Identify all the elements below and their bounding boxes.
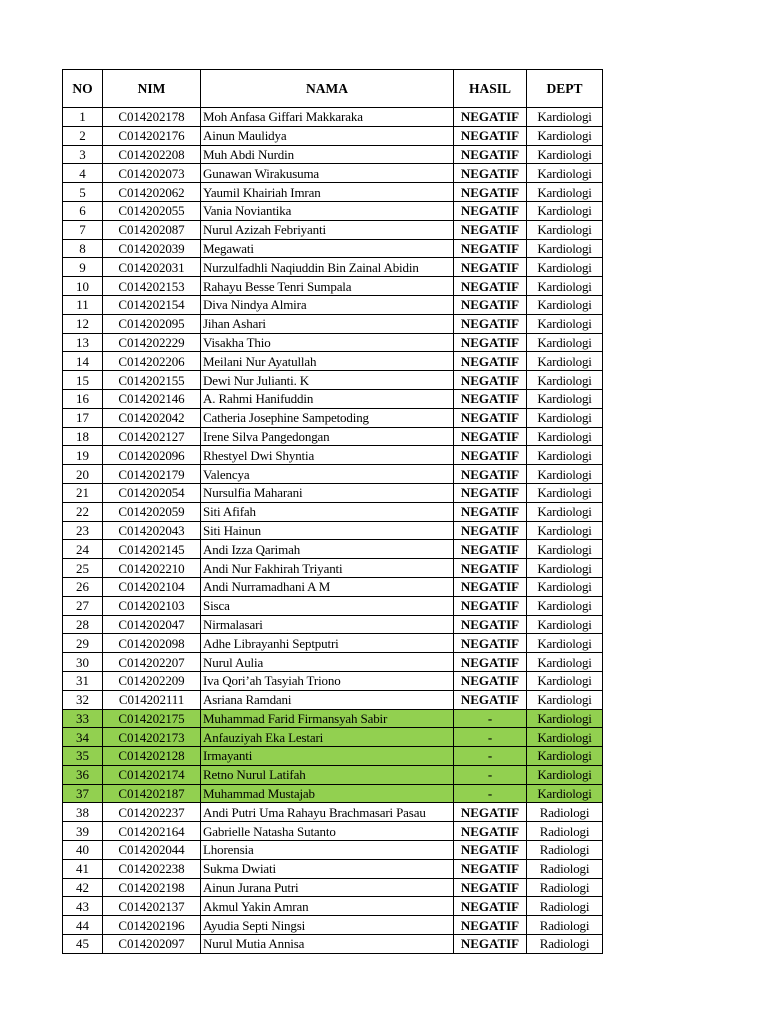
cell-dept: Radiologi bbox=[527, 897, 603, 916]
cell-nama: Ayudia Septi Ningsi bbox=[201, 916, 454, 935]
cell-dept: Kardiologi bbox=[527, 634, 603, 653]
cell-no: 5 bbox=[63, 183, 103, 202]
cell-nim: C014202145 bbox=[103, 540, 201, 559]
cell-nim: C014202137 bbox=[103, 897, 201, 916]
cell-nim: C014202047 bbox=[103, 615, 201, 634]
cell-no: 32 bbox=[63, 690, 103, 709]
table-row bbox=[63, 371, 603, 390]
cell-dept: Kardiologi bbox=[527, 502, 603, 521]
cell-no: 39 bbox=[63, 822, 103, 841]
table-row bbox=[63, 502, 603, 521]
header-row bbox=[63, 70, 603, 108]
table-row bbox=[63, 352, 603, 371]
cell-dept: Kardiologi bbox=[527, 540, 603, 559]
cell-nama: Nurul Mutia Annisa bbox=[201, 935, 454, 954]
cell-dept: Kardiologi bbox=[527, 183, 603, 202]
cell-no: 27 bbox=[63, 596, 103, 615]
cell-hasil: NEGATIF bbox=[454, 183, 527, 202]
cell-dept: Kardiologi bbox=[527, 389, 603, 408]
cell-hasil: NEGATIF bbox=[454, 446, 527, 465]
cell-nim: C014202087 bbox=[103, 220, 201, 239]
cell-hasil: NEGATIF bbox=[454, 239, 527, 258]
cell-hasil: NEGATIF bbox=[454, 803, 527, 822]
cell-hasil: NEGATIF bbox=[454, 220, 527, 239]
cell-no: 3 bbox=[63, 145, 103, 164]
header-nama: NAMA bbox=[201, 70, 454, 108]
data-table bbox=[62, 69, 603, 954]
cell-dept: Kardiologi bbox=[527, 408, 603, 427]
cell-nama: Meilani Nur Ayatullah bbox=[201, 352, 454, 371]
cell-hasil: - bbox=[454, 784, 527, 803]
table-row bbox=[63, 446, 603, 465]
table-row bbox=[63, 389, 603, 408]
cell-nim: C014202153 bbox=[103, 277, 201, 296]
cell-dept: Kardiologi bbox=[527, 690, 603, 709]
cell-dept: Kardiologi bbox=[527, 220, 603, 239]
cell-no: 19 bbox=[63, 446, 103, 465]
table-row bbox=[63, 540, 603, 559]
table-body bbox=[63, 108, 603, 954]
table-row bbox=[63, 577, 603, 596]
cell-nim: C014202128 bbox=[103, 747, 201, 766]
cell-nama: Nurzulfadhli Naqiuddin Bin Zainal Abidin bbox=[201, 258, 454, 277]
cell-no: 30 bbox=[63, 653, 103, 672]
cell-dept: Kardiologi bbox=[527, 728, 603, 747]
cell-hasil: NEGATIF bbox=[454, 521, 527, 540]
cell-no: 40 bbox=[63, 841, 103, 860]
cell-hasil: NEGATIF bbox=[454, 841, 527, 860]
cell-no: 41 bbox=[63, 859, 103, 878]
cell-no: 28 bbox=[63, 615, 103, 634]
cell-hasil: NEGATIF bbox=[454, 277, 527, 296]
cell-no: 38 bbox=[63, 803, 103, 822]
cell-nim: C014202042 bbox=[103, 408, 201, 427]
cell-nama: Siti Afifah bbox=[201, 502, 454, 521]
cell-no: 26 bbox=[63, 577, 103, 596]
cell-nama: Nurul Azizah Febriyanti bbox=[201, 220, 454, 239]
cell-no: 10 bbox=[63, 277, 103, 296]
cell-nama: Irene Silva Pangedongan bbox=[201, 427, 454, 446]
cell-no: 18 bbox=[63, 427, 103, 446]
cell-no: 21 bbox=[63, 483, 103, 502]
cell-hasil: NEGATIF bbox=[454, 822, 527, 841]
cell-hasil: NEGATIF bbox=[454, 859, 527, 878]
cell-nim: C014202039 bbox=[103, 239, 201, 258]
cell-nama: Nirmalasari bbox=[201, 615, 454, 634]
table-row bbox=[63, 765, 603, 784]
table-row bbox=[63, 671, 603, 690]
table-row bbox=[63, 427, 603, 446]
table-row bbox=[63, 916, 603, 935]
cell-dept: Radiologi bbox=[527, 803, 603, 822]
cell-hasil: NEGATIF bbox=[454, 371, 527, 390]
cell-nim: C014202198 bbox=[103, 878, 201, 897]
table-row bbox=[63, 108, 603, 127]
table-row bbox=[63, 634, 603, 653]
cell-hasil: - bbox=[454, 709, 527, 728]
cell-hasil: NEGATIF bbox=[454, 352, 527, 371]
cell-nama: Iva Qori’ah Tasyiah Triono bbox=[201, 671, 454, 690]
cell-nama: Sisca bbox=[201, 596, 454, 615]
cell-no: 22 bbox=[63, 502, 103, 521]
cell-hasil: NEGATIF bbox=[454, 108, 527, 127]
cell-nim: C014202175 bbox=[103, 709, 201, 728]
cell-nama: Andi Izza Qarimah bbox=[201, 540, 454, 559]
cell-hasil: NEGATIF bbox=[454, 897, 527, 916]
cell-hasil: NEGATIF bbox=[454, 878, 527, 897]
cell-nim: C014202103 bbox=[103, 596, 201, 615]
cell-nim: C014202098 bbox=[103, 634, 201, 653]
cell-nim: C014202187 bbox=[103, 784, 201, 803]
table-row bbox=[63, 709, 603, 728]
cell-nim: C014202054 bbox=[103, 483, 201, 502]
cell-hasil: NEGATIF bbox=[454, 653, 527, 672]
cell-no: 15 bbox=[63, 371, 103, 390]
table-row bbox=[63, 239, 603, 258]
cell-nama: Muhammad Mustajab bbox=[201, 784, 454, 803]
header-dept: DEPT bbox=[527, 70, 603, 108]
cell-nim: C014202174 bbox=[103, 765, 201, 784]
table-row bbox=[63, 314, 603, 333]
cell-dept: Kardiologi bbox=[527, 615, 603, 634]
table-row bbox=[63, 164, 603, 183]
cell-hasil: NEGATIF bbox=[454, 408, 527, 427]
cell-hasil: NEGATIF bbox=[454, 389, 527, 408]
cell-nama: Andi Putri Uma Rahayu Brachmasari Pasau bbox=[201, 803, 454, 822]
table-row bbox=[63, 295, 603, 314]
table-row bbox=[63, 615, 603, 634]
table-row bbox=[63, 803, 603, 822]
cell-dept: Kardiologi bbox=[527, 671, 603, 690]
table-row bbox=[63, 653, 603, 672]
cell-dept: Kardiologi bbox=[527, 596, 603, 615]
cell-hasil: NEGATIF bbox=[454, 634, 527, 653]
table-row bbox=[63, 145, 603, 164]
cell-dept: Radiologi bbox=[527, 878, 603, 897]
cell-dept: Radiologi bbox=[527, 841, 603, 860]
cell-nama: Andi Nurramadhani A M bbox=[201, 577, 454, 596]
cell-nim: C014202127 bbox=[103, 427, 201, 446]
cell-nim: C014202059 bbox=[103, 502, 201, 521]
table-row bbox=[63, 822, 603, 841]
cell-hasil: NEGATIF bbox=[454, 671, 527, 690]
table-row bbox=[63, 596, 603, 615]
cell-dept: Radiologi bbox=[527, 935, 603, 954]
cell-dept: Kardiologi bbox=[527, 483, 603, 502]
cell-nama: A. Rahmi Hanifuddin bbox=[201, 389, 454, 408]
cell-nim: C014202196 bbox=[103, 916, 201, 935]
cell-dept: Radiologi bbox=[527, 822, 603, 841]
cell-nim: C014202096 bbox=[103, 446, 201, 465]
cell-nama: Nurul Aulia bbox=[201, 653, 454, 672]
cell-no: 4 bbox=[63, 164, 103, 183]
header-no: NO bbox=[63, 70, 103, 108]
cell-hasil: NEGATIF bbox=[454, 126, 527, 145]
cell-nim: C014202097 bbox=[103, 935, 201, 954]
cell-nim: C014202155 bbox=[103, 371, 201, 390]
cell-nama: Megawati bbox=[201, 239, 454, 258]
cell-nama: Valencya bbox=[201, 465, 454, 484]
table-row bbox=[63, 408, 603, 427]
cell-nim: C014202073 bbox=[103, 164, 201, 183]
cell-no: 7 bbox=[63, 220, 103, 239]
table-row bbox=[63, 126, 603, 145]
table-row bbox=[63, 465, 603, 484]
cell-hasil: NEGATIF bbox=[454, 295, 527, 314]
cell-nim: C014202095 bbox=[103, 314, 201, 333]
cell-no: 16 bbox=[63, 389, 103, 408]
cell-nim: C014202238 bbox=[103, 859, 201, 878]
table-row bbox=[63, 690, 603, 709]
cell-dept: Kardiologi bbox=[527, 277, 603, 296]
cell-dept: Radiologi bbox=[527, 916, 603, 935]
cell-nama: Adhe Librayanhi Septputri bbox=[201, 634, 454, 653]
cell-dept: Kardiologi bbox=[527, 145, 603, 164]
cell-no: 6 bbox=[63, 201, 103, 220]
cell-nama: Vania Noviantika bbox=[201, 201, 454, 220]
cell-nama: Jihan Ashari bbox=[201, 314, 454, 333]
cell-nim: C014202179 bbox=[103, 465, 201, 484]
cell-hasil: NEGATIF bbox=[454, 559, 527, 578]
table-row bbox=[63, 201, 603, 220]
cell-nama: Rhestyel Dwi Shyntia bbox=[201, 446, 454, 465]
cell-hasil: NEGATIF bbox=[454, 502, 527, 521]
table-row bbox=[63, 258, 603, 277]
cell-dept: Kardiologi bbox=[527, 653, 603, 672]
cell-hasil: - bbox=[454, 765, 527, 784]
cell-dept: Kardiologi bbox=[527, 747, 603, 766]
cell-nama: Muhammad Farid Firmansyah Sabir bbox=[201, 709, 454, 728]
cell-hasil: NEGATIF bbox=[454, 164, 527, 183]
cell-dept: Kardiologi bbox=[527, 784, 603, 803]
cell-dept: Kardiologi bbox=[527, 465, 603, 484]
cell-dept: Kardiologi bbox=[527, 164, 603, 183]
table-row bbox=[63, 559, 603, 578]
cell-nama: Siti Hainun bbox=[201, 521, 454, 540]
cell-no: 23 bbox=[63, 521, 103, 540]
cell-dept: Kardiologi bbox=[527, 765, 603, 784]
table-row bbox=[63, 333, 603, 352]
cell-nama: Gunawan Wirakusuma bbox=[201, 164, 454, 183]
cell-hasil: NEGATIF bbox=[454, 577, 527, 596]
cell-nama: Asriana Ramdani bbox=[201, 690, 454, 709]
cell-hasil: NEGATIF bbox=[454, 145, 527, 164]
cell-dept: Kardiologi bbox=[527, 371, 603, 390]
cell-nim: C014202207 bbox=[103, 653, 201, 672]
cell-no: 17 bbox=[63, 408, 103, 427]
cell-hasil: NEGATIF bbox=[454, 690, 527, 709]
cell-nama: Nursulfia Maharani bbox=[201, 483, 454, 502]
cell-hasil: NEGATIF bbox=[454, 596, 527, 615]
cell-nama: Lhorensia bbox=[201, 841, 454, 860]
cell-nim: C014202237 bbox=[103, 803, 201, 822]
cell-dept: Kardiologi bbox=[527, 559, 603, 578]
cell-nama: Visakha Thio bbox=[201, 333, 454, 352]
cell-no: 29 bbox=[63, 634, 103, 653]
table-row bbox=[63, 728, 603, 747]
cell-nama: Dewi Nur Julianti. K bbox=[201, 371, 454, 390]
cell-no: 8 bbox=[63, 239, 103, 258]
table-row bbox=[63, 183, 603, 202]
cell-nim: C014202178 bbox=[103, 108, 201, 127]
cell-dept: Kardiologi bbox=[527, 201, 603, 220]
cell-no: 43 bbox=[63, 897, 103, 916]
cell-no: 13 bbox=[63, 333, 103, 352]
cell-no: 33 bbox=[63, 709, 103, 728]
cell-nama: Ainun Jurana Putri bbox=[201, 878, 454, 897]
cell-nim: C014202055 bbox=[103, 201, 201, 220]
cell-nama: Retno Nurul Latifah bbox=[201, 765, 454, 784]
cell-no: 20 bbox=[63, 465, 103, 484]
cell-no: 25 bbox=[63, 559, 103, 578]
cell-nim: C014202210 bbox=[103, 559, 201, 578]
cell-nim: C014202208 bbox=[103, 145, 201, 164]
cell-nim: C014202173 bbox=[103, 728, 201, 747]
cell-no: 1 bbox=[63, 108, 103, 127]
table-row bbox=[63, 747, 603, 766]
cell-no: 2 bbox=[63, 126, 103, 145]
table-row bbox=[63, 859, 603, 878]
cell-nim: C014202146 bbox=[103, 389, 201, 408]
cell-hasil: NEGATIF bbox=[454, 201, 527, 220]
cell-hasil: NEGATIF bbox=[454, 916, 527, 935]
cell-no: 44 bbox=[63, 916, 103, 935]
cell-dept: Kardiologi bbox=[527, 577, 603, 596]
cell-nim: C014202111 bbox=[103, 690, 201, 709]
cell-nama: Ainun Maulidya bbox=[201, 126, 454, 145]
table-row bbox=[63, 521, 603, 540]
cell-nim: C014202104 bbox=[103, 577, 201, 596]
cell-no: 11 bbox=[63, 295, 103, 314]
cell-nama: Sukma Dwiati bbox=[201, 859, 454, 878]
header-nim: NIM bbox=[103, 70, 201, 108]
table-row bbox=[63, 878, 603, 897]
cell-nama: Rahayu Besse Tenri Sumpala bbox=[201, 277, 454, 296]
cell-hasil: NEGATIF bbox=[454, 314, 527, 333]
cell-dept: Kardiologi bbox=[527, 333, 603, 352]
header-hasil: HASIL bbox=[454, 70, 527, 108]
cell-nim: C014202154 bbox=[103, 295, 201, 314]
cell-dept: Kardiologi bbox=[527, 314, 603, 333]
cell-dept: Kardiologi bbox=[527, 108, 603, 127]
cell-nama: Moh Anfasa Giffari Makkaraka bbox=[201, 108, 454, 127]
cell-nama: Muh Abdi Nurdin bbox=[201, 145, 454, 164]
cell-no: 45 bbox=[63, 935, 103, 954]
cell-no: 36 bbox=[63, 765, 103, 784]
cell-hasil: - bbox=[454, 747, 527, 766]
cell-dept: Kardiologi bbox=[527, 258, 603, 277]
table-row bbox=[63, 897, 603, 916]
cell-dept: Kardiologi bbox=[527, 295, 603, 314]
cell-dept: Kardiologi bbox=[527, 709, 603, 728]
cell-dept: Kardiologi bbox=[527, 446, 603, 465]
cell-hasil: NEGATIF bbox=[454, 483, 527, 502]
cell-dept: Kardiologi bbox=[527, 521, 603, 540]
cell-nim: C014202164 bbox=[103, 822, 201, 841]
cell-nama: Gabrielle Natasha Sutanto bbox=[201, 822, 454, 841]
cell-no: 24 bbox=[63, 540, 103, 559]
cell-hasil: NEGATIF bbox=[454, 935, 527, 954]
cell-no: 12 bbox=[63, 314, 103, 333]
cell-nama: Diva Nindya Almira bbox=[201, 295, 454, 314]
cell-nama: Anfauziyah Eka Lestari bbox=[201, 728, 454, 747]
table-row bbox=[63, 220, 603, 239]
table-row bbox=[63, 935, 603, 954]
cell-no: 42 bbox=[63, 878, 103, 897]
cell-nama: Yaumil Khairiah Imran bbox=[201, 183, 454, 202]
table-row bbox=[63, 483, 603, 502]
cell-hasil: NEGATIF bbox=[454, 465, 527, 484]
cell-hasil: NEGATIF bbox=[454, 540, 527, 559]
cell-dept: Kardiologi bbox=[527, 126, 603, 145]
table-row bbox=[63, 277, 603, 296]
cell-nim: C014202209 bbox=[103, 671, 201, 690]
cell-hasil: NEGATIF bbox=[454, 615, 527, 634]
table-row bbox=[63, 841, 603, 860]
cell-nim: C014202176 bbox=[103, 126, 201, 145]
cell-nim: C014202229 bbox=[103, 333, 201, 352]
cell-no: 34 bbox=[63, 728, 103, 747]
cell-nim: C014202031 bbox=[103, 258, 201, 277]
cell-dept: Kardiologi bbox=[527, 427, 603, 446]
cell-nim: C014202206 bbox=[103, 352, 201, 371]
cell-hasil: NEGATIF bbox=[454, 333, 527, 352]
cell-hasil: NEGATIF bbox=[454, 427, 527, 446]
cell-no: 31 bbox=[63, 671, 103, 690]
cell-dept: Kardiologi bbox=[527, 352, 603, 371]
cell-nim: C014202062 bbox=[103, 183, 201, 202]
table-row bbox=[63, 784, 603, 803]
cell-nama: Irmayanti bbox=[201, 747, 454, 766]
cell-dept: Kardiologi bbox=[527, 239, 603, 258]
cell-nama: Akmul Yakin Amran bbox=[201, 897, 454, 916]
cell-no: 14 bbox=[63, 352, 103, 371]
cell-dept: Radiologi bbox=[527, 859, 603, 878]
cell-hasil: - bbox=[454, 728, 527, 747]
cell-no: 37 bbox=[63, 784, 103, 803]
cell-nama: Catheria Josephine Sampetoding bbox=[201, 408, 454, 427]
cell-no: 35 bbox=[63, 747, 103, 766]
cell-no: 9 bbox=[63, 258, 103, 277]
cell-nama: Andi Nur Fakhirah Triyanti bbox=[201, 559, 454, 578]
cell-nim: C014202043 bbox=[103, 521, 201, 540]
cell-hasil: NEGATIF bbox=[454, 258, 527, 277]
cell-nim: C014202044 bbox=[103, 841, 201, 860]
